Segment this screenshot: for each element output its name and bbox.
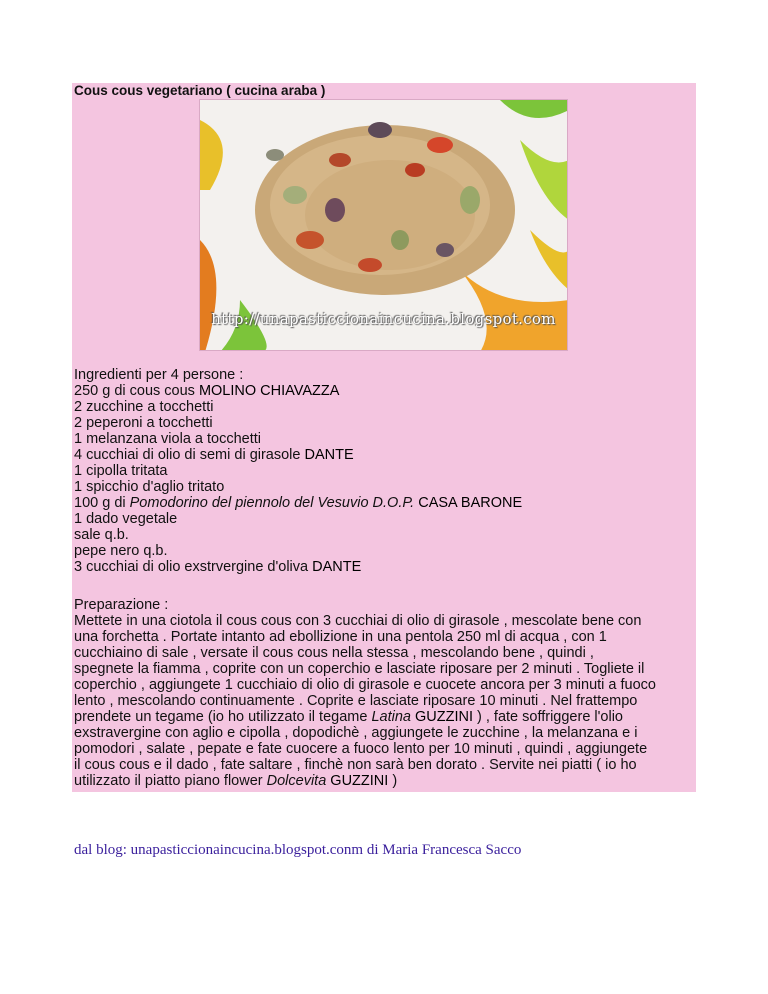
brand-name: MOLINO CHIAVAZZA [198, 383, 340, 399]
brand-name: GUZZINI [326, 773, 393, 789]
ingredient-item [74, 559, 694, 575]
product-name: Latina [371, 709, 411, 725]
ingredients-list [74, 367, 694, 575]
preparation-header: Preparazione : [74, 597, 169, 613]
ingredient-item: 1 spicchio d'aglio tritato [74, 479, 225, 495]
preparation-line [74, 773, 694, 789]
recipe-title: Cous cous vegetariano ( cucina araba ) [74, 83, 326, 98]
ingredient-text: 100 g di [74, 495, 130, 511]
ingredient-item: 1 cipolla tritata [74, 463, 168, 479]
ingredient-item [74, 383, 694, 399]
photo-watermark: http://unapasticcionaincucina.blogspot.com [211, 310, 556, 328]
ingredient-item: 1 dado vegetale [74, 511, 178, 527]
preparation-line: exstravergine con aglio e cipolla , dopodichè , aggiungete le zucchine , la melanzana e i [74, 725, 638, 741]
blog-credit: dal blog: unapasticcionaincucina.blogspot.conm di Maria Francesca Sacco [74, 842, 522, 858]
preparation-text [74, 597, 694, 789]
ingredient-item: pepe nero q.b. [74, 543, 168, 559]
product-name: Dolcevita [266, 773, 327, 789]
preparation-line: pomodori , salate , pepate e fate cuocere a fuoco lento per 10 minuti , quindi , aggiungete [74, 741, 648, 757]
preparation-text-part: ) , fate soffriggere l'olio [477, 709, 623, 725]
preparation-line: cucchiaino di sale , versate il cous cous nella stessa , mescolando bene , quindi , [74, 645, 594, 661]
preparation-line: Mettete in una ciotola il cous cous con 3 cucchiai di olio di girasole , mescolate bene con [74, 613, 642, 629]
brand-name: CASA BARONE [414, 495, 523, 511]
ingredient-item [74, 447, 694, 463]
product-name: Pomodorino del piennolo del Vesuvio D.O.P. [129, 495, 415, 511]
recipe-box [72, 83, 696, 792]
preparation-line: coperchio , aggiungete 1 cucchiaio di olio di girasole e cuocete ancora per 3 minuti a fuoco [74, 677, 656, 693]
preparation-text-part: prendete un tegame (io ho utilizzato il tegame [74, 709, 372, 725]
ingredient-text: 250 g di cous cous [74, 383, 199, 399]
preparation-line: spegnete la fiamma , coprite con un coperchio e lasciate riposare per 2 minuti . Togliete il [74, 661, 645, 677]
recipe-photo [199, 99, 568, 351]
ingredients-header: Ingredienti per 4 persone : [74, 367, 244, 383]
preparation-line: una forchetta . Portate intanto ad ebollizione in una pentola 250 ml di acqua , con 1 [74, 629, 607, 645]
ingredient-item [74, 495, 694, 511]
brand-name: DANTE [304, 447, 354, 463]
ingredient-item: 2 peperoni a tocchetti [74, 415, 213, 431]
ingredient-item: 2 zucchine a tocchetti [74, 399, 214, 415]
ingredient-item: 1 melanzana viola a tocchetti [74, 431, 261, 447]
brand-name: DANTE [312, 559, 362, 575]
ingredient-item: sale q.b. [74, 527, 129, 543]
preparation-line: il cous cous e il dado , fate saltare , finchè non sarà ben dorato . Servite nei piatti ( io ho [74, 757, 637, 773]
preparation-text-part: utilizzato il piatto piano flower [74, 773, 267, 789]
ingredient-text: 4 cucchiai di olio di semi di girasole [74, 447, 305, 463]
preparation-text-part: ) [392, 773, 398, 789]
brand-name: GUZZINI [410, 709, 478, 725]
preparation-line [74, 709, 694, 725]
preparation-line: lento , mescolando continuamente . Coprite e lasciate riposare 10 minuti . Nel frattempo [74, 693, 638, 709]
ingredient-text: 3 cucchiai di olio exstrvergine d'oliva [74, 559, 313, 575]
